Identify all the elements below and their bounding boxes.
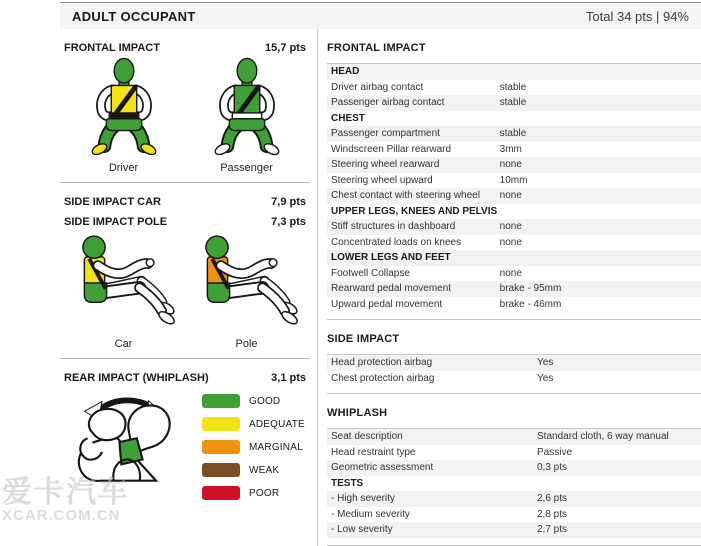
side-impact-pole-points: 7,3 pts <box>271 216 306 228</box>
weak-color-swatch <box>202 463 240 477</box>
table-row: Rearward pedal movement brake - 95mm <box>327 281 701 297</box>
page-title: ADULT OCCUPANT <box>72 8 196 24</box>
passenger-figure <box>201 58 293 174</box>
table-row: Geometric assessment 0,3 pts <box>327 460 701 476</box>
table-subheader-row: HEAD <box>327 64 701 80</box>
side-car-figure <box>66 232 182 350</box>
weak-label: WEAK <box>249 464 280 476</box>
side-impact-pole-title-row <box>62 216 308 228</box>
side-impact-section <box>60 183 310 359</box>
rear-impact-section <box>60 359 310 510</box>
frontal-impact-points: 15,7 pts <box>265 42 306 54</box>
driver-figure <box>78 58 170 174</box>
watermark-chinese-text: 爱卡汽车 <box>2 476 130 509</box>
adequate-color-swatch <box>202 417 240 431</box>
adequate-label: ADEQUATE <box>249 418 305 430</box>
legend-item-good <box>202 394 305 408</box>
table-row: - Low severity 2,7 pts <box>327 522 701 538</box>
two-column-layout <box>60 29 701 546</box>
table-row: Stiff structures in dashboard none <box>327 219 701 235</box>
table-row: Windscreen Pillar rearward 3mm <box>331 143 522 155</box>
table-row: Seat description Standard cloth, 6 way manual <box>327 429 701 445</box>
marginal-color-swatch <box>202 440 240 454</box>
right-column <box>317 29 701 546</box>
frontal-impact-title: FRONTAL IMPACT <box>64 42 160 54</box>
frontal-impact-title-row <box>62 42 308 54</box>
table-row: Concentrated loads on knees none <box>331 236 522 248</box>
whiplash-table <box>327 428 701 538</box>
rating-legend <box>202 394 305 500</box>
table-row: - High severity 2,6 pts <box>327 491 701 507</box>
whiplash-table-wrap <box>327 428 701 546</box>
table-row: Upward pedal movement brake - 46mm <box>331 298 562 310</box>
table-row: Steering wheel rearward none <box>327 157 701 173</box>
table-row: Chest protection airbag Yes <box>331 372 554 384</box>
table-row: - Medium severity 2,8 pts <box>331 508 568 520</box>
good-label: GOOD <box>249 395 281 407</box>
marginal-label: MARGINAL <box>249 441 303 453</box>
side-impact-car-title-row <box>62 196 308 208</box>
side-impact-table-wrap <box>327 354 701 394</box>
legend-item-adequate <box>202 417 305 431</box>
table-row: Chest contact with steering wheel none <box>327 188 701 204</box>
rear-impact-content <box>62 388 308 502</box>
good-color-swatch <box>202 394 240 408</box>
whiplash-illustration-icon <box>62 388 200 502</box>
legend-item-poor <box>202 486 305 500</box>
frontal-impact-section <box>60 29 310 183</box>
side-impact-table-title: SIDE IMPACT <box>327 333 400 345</box>
section-header-bar <box>60 2 701 29</box>
driver-dummy-icon <box>78 58 170 156</box>
left-column <box>60 29 310 546</box>
table-row: Passenger airbag contact stable <box>327 95 701 111</box>
passenger-label: Passenger <box>220 162 273 174</box>
poor-color-swatch <box>202 486 240 500</box>
report-content <box>60 2 701 546</box>
legend-item-weak <box>202 463 305 477</box>
frontal-dummy-figures <box>62 58 308 174</box>
table-subheader-row: CHEST <box>331 112 365 124</box>
side-impact-car-title: SIDE IMPACT CAR <box>64 196 161 208</box>
rear-impact-title: REAR IMPACT (WHIPLASH) <box>64 372 209 384</box>
side-dummy-figures <box>62 232 308 350</box>
whiplash-table-title: WHIPLASH <box>327 407 388 419</box>
side-impact-car-points: 7,9 pts <box>271 196 306 208</box>
legend-item-marginal <box>202 440 305 454</box>
side-pole-dummy-icon <box>189 232 305 332</box>
rear-impact-title-row <box>62 372 308 384</box>
side-pole-label: Pole <box>235 338 258 350</box>
table-row: Head protection airbag Yes <box>327 355 701 371</box>
frontal-impact-table <box>327 63 701 312</box>
side-car-dummy-icon <box>66 232 182 332</box>
table-subheader-row: UPPER LEGS, KNEES AND PELVIS <box>331 205 498 217</box>
frontal-impact-table-wrap <box>327 63 701 320</box>
table-subheader-row: LOWER LEGS AND FEET <box>327 250 701 266</box>
frontal-impact-table-title: FRONTAL IMPACT <box>327 42 426 54</box>
rear-impact-points: 3,1 pts <box>271 372 306 384</box>
poor-label: POOR <box>249 487 280 499</box>
table-subheader-row: TESTS <box>331 477 364 489</box>
table-row: Footwell Collapse none <box>331 267 522 279</box>
driver-label: Driver <box>108 162 139 174</box>
table-row: Steering wheel upward 10mm <box>331 174 528 186</box>
total-score: Total 34 pts | 94% <box>585 8 689 24</box>
table-row: Driver airbag contact stable <box>331 81 527 93</box>
table-row: Head restraint type Passive <box>331 446 573 458</box>
table-row: Passenger compartment stable <box>327 126 701 142</box>
passenger-dummy-icon <box>201 58 293 156</box>
side-impact-pole-title: SIDE IMPACT POLE <box>64 216 168 228</box>
side-car-label: Car <box>114 338 133 350</box>
watermark-domain-text: XCAR.COM.CN <box>2 507 121 524</box>
side-impact-table <box>327 354 701 386</box>
side-pole-figure <box>189 232 305 350</box>
